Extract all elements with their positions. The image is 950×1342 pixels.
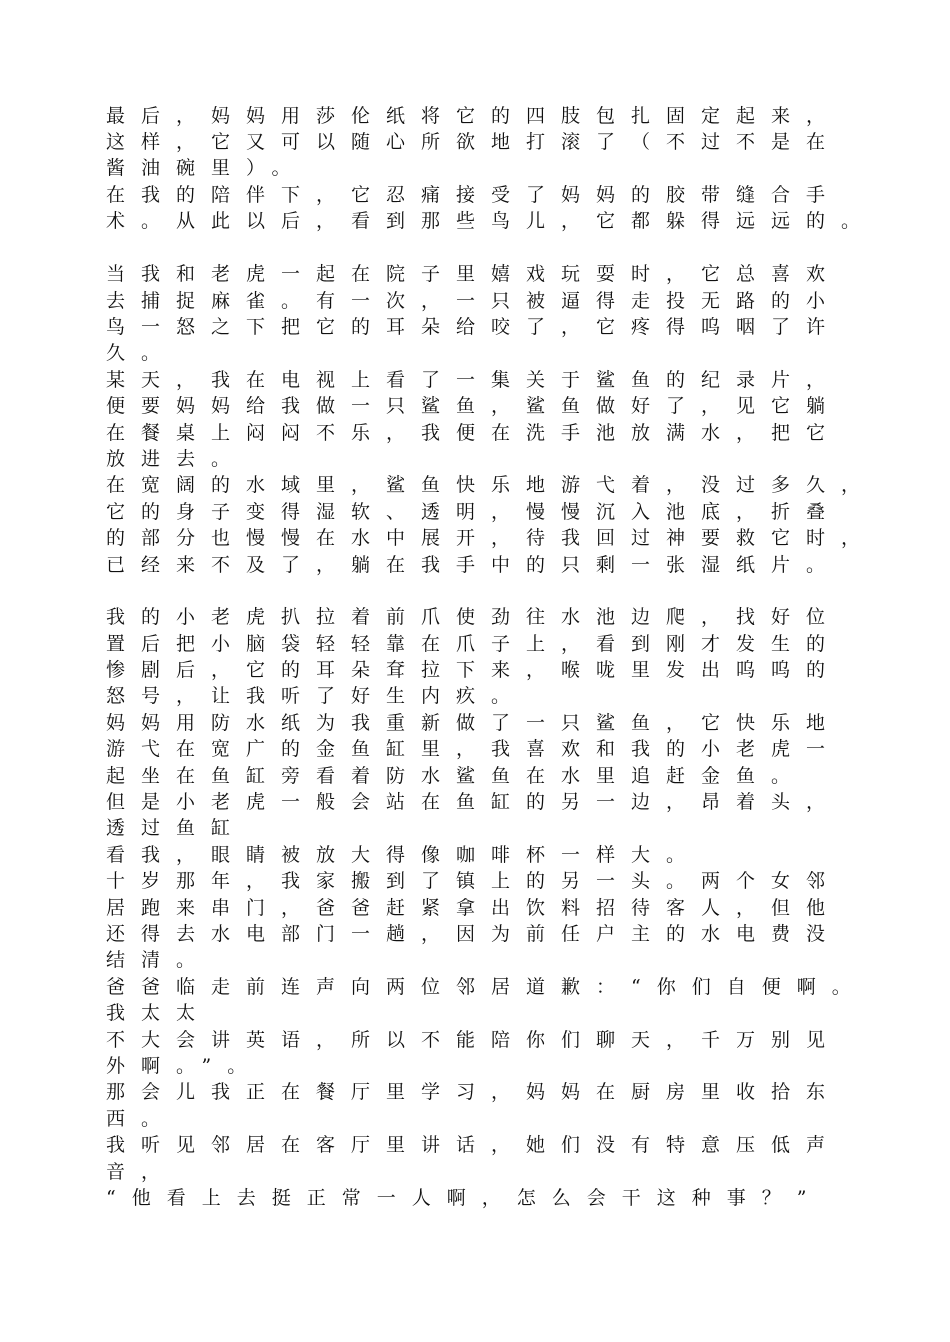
text-line: 音， [106,1161,177,1183]
text-line: 已经来不及了，躺在我手中的只剩一张湿纸片。 [106,554,842,576]
text-line: 不大会讲英语，所以不能陪你们聊天，千万别见 [106,1029,842,1051]
text-line: 的部分也慢慢在水中展开，待我回过神要救它时， [106,527,877,549]
text-line: 外啊。”。 [106,1055,263,1077]
text-line: 惨剧后，它的耳朵耷拉下来，喉咙里发出呜呜的 [106,659,842,681]
text-line: 十岁那年，我家搬到了镇上的另一头。两个女邻 [106,870,842,892]
text-line: 妈妈用防水纸为我重新做了一只鲨鱼，它快乐地 [106,712,842,734]
text-line: 怒号，让我听了好生内疚。 [106,685,527,707]
text-line: 酱油碗里）。 [106,157,307,179]
text-line: 鸟一怒之下把它的耳朵给咬了，它疼得呜咽了许 [106,316,842,338]
text-line: 看我，眼睛被放大得像咖啡杯一样大。 [106,844,702,866]
text-line: 起坐在鱼缸旁看着防水鲨鱼在水里追赶金鱼。 [106,765,807,787]
text-line: 去捕捉麻雀。有一次，一只被逼得走投无路的小 [106,290,842,312]
text-line: 最后，妈妈用莎伦纸将它的四肢包扎固定起来， [106,105,842,127]
text-line: 术。从此以后，看到那些鸟儿，它都躲得远远的。 [106,210,877,232]
text-line: 结清。 [106,949,212,971]
text-line: 久。 [106,342,177,364]
text-line: 在宽阔的水域里，鲨鱼快乐地游弋着，没过多久， [106,474,877,496]
text-line: “他看上去挺正常一人啊，怎么会干这种事？” [106,1187,823,1209]
text-line: 还得去水电部门一趟，因为前任户主的水电费没 [106,923,842,945]
text-line: 在餐桌上闷闷不乐，我便在洗手池放满水，把它 [106,422,842,444]
text-line: 某天，我在电视上看了一集关于鲨鱼的纪录片， [106,369,842,391]
text-line: 它的身子变得湿软、透明，慢慢沉入池底，折叠 [106,501,842,523]
text-line: 我听见邻居在客厅里讲话，她们没有特意压低声 [106,1134,842,1156]
text-line: 我太太 [106,1002,212,1024]
text-line: 居跑来串门，爸爸赶紧拿出饮料招待客人，但他 [106,897,842,919]
text-line: 放进去。 [106,448,247,470]
text-line: 西。 [106,1108,177,1130]
text-line: 游弋在宽广的金鱼缸里，我喜欢和我的小老虎一 [106,738,842,760]
text-line: 在我的陪伴下，它忍痛接受了妈妈的胶带缝合手 [106,184,842,206]
text-line: 那会儿我正在餐厅里学习，妈妈在厨房里收拾东 [106,1081,842,1103]
text-line: 但是小老虎一般会站在鱼缸的另一边，昂着头， [106,791,842,813]
text-line: 置后把小脑袋轻轻靠在爪子上，看到刚才发生的 [106,633,842,655]
text-line: 便要妈妈给我做一只鲨鱼，鲨鱼做好了，见它躺 [106,395,842,417]
text-line: 透过鱼缸 [106,817,247,839]
text-line: 我的小老虎扒拉着前爪使劲往水池边爬，找好位 [106,606,842,628]
text-line: 当我和老虎一起在院子里嬉戏玩耍时，它总喜欢 [106,263,842,285]
text-line: 爸爸临走前连声向两位邻居道歉：“你们自便啊。 [106,976,867,998]
text-line: 这样，它又可以随心所欲地打滚了（不过不是在 [106,131,842,153]
